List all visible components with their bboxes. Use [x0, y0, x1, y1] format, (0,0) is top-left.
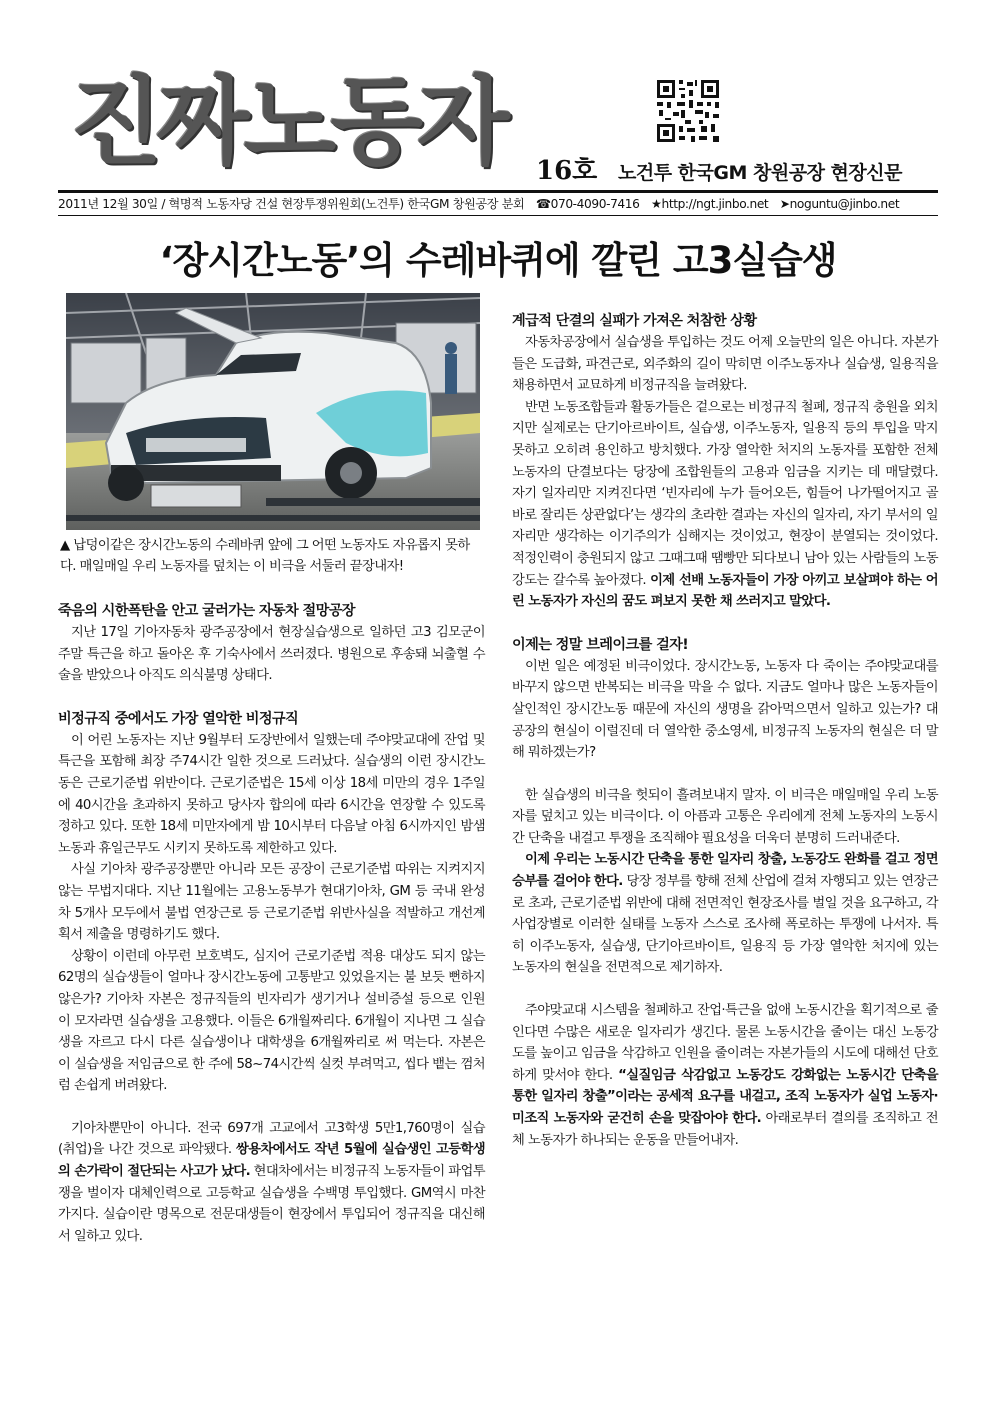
paragraph: 주야맞교대 시스템을 철폐하고 잔업·특근을 없애 노동시간을 획기적으로 줄인다면 수많은 새로운 일자리가 생긴다. 물론 노동시간을 줄이는 대신 노동강도를 높이고 임금을 삭감하고 인원을 줄이려는 자본가들의 시도에 대해선 단호하게 맞서야 한다. “실질임금 삭감없고 노동강도 강화없는 노동시간 단축을 통한 일자리 창출”이라는 공세적 요구를 내걸고, 조직 노동자가 실업 노동자·미조직 노동자와 굳건히 손을 맞잡아야 한다. 아래로부터 결의를 조직하고 전체 노동자가 하나되는 운동을 만들어내자. — [512, 1003, 938, 1148]
section-heading: 죽음의 시한폭탄을 안고 굴러가는 자동차 절망공장 — [58, 603, 355, 619]
info-bar — [58, 194, 938, 214]
right-column — [512, 310, 938, 1151]
emphasis: 쌍용차에서도 작년 5월에 실습생인 고등학생의 손가락이 절단되는 사고가 났다. — [58, 1142, 485, 1180]
paragraph: 기아차뿐만이 아니다. 전국 697개 고교에서 고3학생 5만1,760명이 실습(취업)을 나간 것으로 파악됐다. 쌍용차에서도 작년 5월에 실습생인 고등학생의 손가락이 절단되는 사고가 났다. 현대차에서는 비정규직 노동자들이 파업투쟁을 벌이자 대체인력으로 고등학교 실습생을 수백명 투입했다. GM역시 마찬가지다. 실습이란 명목으로 전문대생들이 현장에서 투입되어 정규직을 대신해서 일하고 있다. — [58, 1120, 485, 1244]
website-link[interactable]: ★http://ngt.jinbo.net — [650, 197, 769, 211]
paragraph: 이제 우리는 노동시간 단축을 통한 일자리 창출, 노동강도 완화를 걸고 정면승부를 걸어야 한다. 당장 정부를 향해 전체 산업에 걸쳐 자행되고 있는 연장근로 초과, 근로기준법 위반에 대해 전면적인 현장조사를 벌일 것을 요구하고, 각 사업장별로 이러한 실태를 노동자 스스로 조사해 폭로하는 투쟁에 나서자. 특히 이주노동자, 실습생, 단기아르바이트, 일용직 등 가장 열악한 처지에 있는 노동자의 현실을 전면적으로 제기하자. — [512, 852, 938, 976]
paragraph: 지난 17일 기아자동차 광주공장에서 현장실습생으로 일하던 고3 김모군이 주말 특근을 하고 돌아온 후 기숙사에서 쓰러졌다. 병원으로 후송돼 뇌출혈 수술을 받았으나 아직도 의식불명 상태다. — [58, 625, 485, 684]
paper-name: 노건투 한국GM 창원공장 현장신문 — [618, 162, 902, 184]
emphasis: 이제 선배 노동자들이 가장 아끼고 보살펴야 하는 어린 노동자가 자신의 꿈도 펴보지 못한 채 쓰러지고 말았다. — [512, 572, 938, 610]
headline: ‘장시간노동’의 수레바퀴에 깔린 고3실습생 — [159, 239, 837, 282]
emphasis: “실질임금 삭감없고 노동강도 강화없는 노동시간 단축을 통한 일자리 창출”이라는 공세적 요구를 내걸고, 조직 노동자가 실업 노동자·미조직 노동자와 굳건히 손을 맞잡아야 한다. — [512, 1067, 938, 1126]
issue-number: 16호 — [536, 156, 598, 186]
left-column — [58, 600, 485, 1247]
paragraph: 사실 기아차 광주공장뿐만 아니라 모든 공장이 근로기준법 따위는 지켜지지 않는 무법지대다. 지난 11월에는 고용노동부가 현대기아차, GM 등 국내 완성차 5개사 모두에서 불법 연장근로 등 근로기준법 위반사실을 적발하고 개선계획서 제출을 명령하기도 했다. — [58, 862, 485, 943]
paragraph: 상황이 이런데 아무런 보호벽도, 심지어 근로기준법 적용 대상도 되지 않는 62명의 실습생들이 얼마나 장시간노동에 고통받고 있었을지는 불 보듯 뻔하지 않은가? 기아차 자본은 정규직들의 빈자리가 생기거나 설비증설 등으로 인원이 모자라면 실습생을 고용했다. 이들은 6개월짜리다. 6개월이 지나면 그 실습생을 자르고 다시 다른 실습생이나 대학생을 6개월짜리로 써 먹는다. 자본은 이 실습생을 저임금으로 한 주에 58~74시간씩 실컷 부려먹고, 씹다 뱉는 껌처럼 손쉽게 버려왔다. — [58, 948, 485, 1094]
paragraph: 반면 노동조합들과 활동가들은 겉으로는 비정규직 철폐, 정규직 충원을 외치지만 실제로는 단기아르바이트, 실습생, 이주노동자, 일용직 등의 투입을 막지 못하고 오히려 용인하고 방치했다. 가장 열악한 처지의 노동자를 포함한 전체 노동자의 단결보다는 당장에 조합원들의 고용과 임금을 지키는 데 매달렸다. 자기 일자리만 지켜진다면 ‘빈자리에 누가 들어오든, 힘들어 나가떨어지고 골바로 잘리든 상관없다’는 생각의 초라한 결과는 자신의 일자리, 자기 부서의 일자리만 생각하는 이기주의가 심해지는 것이었고, 현장이 분열되는 것이었다. 적정인력이 충원되지 않고 그때그때 땜빵만 되다보니 남아 있는 사람들의 노동강도는 갈수록 높아졌다. 이제 선배 노동자들이 가장 아끼고 보살펴야 하는 어린 노동자가 자신의 꿈도 펴보지 못한 채 쓰러지고 말았다. — [512, 399, 938, 610]
section-heading: 비정규직 중에서도 가장 열악한 비정규직 — [58, 710, 299, 727]
factory-photo — [66, 293, 480, 530]
qr-code — [655, 78, 721, 144]
email-link[interactable]: ➤noguntu@jinbo.net — [779, 197, 900, 211]
masthead-rule — [58, 190, 938, 193]
paragraph: 이 어린 노동자는 지난 9월부터 도장반에서 일했는데 주야맞교대에 잔업 및 특근을 포함해 최장 주74시간 일한 것으로 드러났다. 실습생의 이런 장시간노동은 근로기준법 위반이다. 근로기준법은 15세 이상 18세 미만의 경우 1주일에 40시간을 초과하지 못하고 당사자 합의에 따라 6시간을 연장할 수 있도록 정하고 있다. 또한 18세 미만자에게 밤 10시부터 다음날 아침 6시까지인 밤샘노동과 휴일근무도 시키지 못하도록 제한하고 있다. — [58, 732, 485, 856]
info-bar-rule — [58, 215, 938, 216]
phone-number: ☎070-4090-7416 — [535, 197, 640, 211]
photo-caption: ▲ 납덩이같은 장시간노동의 수레바퀴 앞에 그 어떤 노동자도 자유롭지 못하다. 매일매일 우리 노동자를 덮치는 이 비극을 서둘러 끝장내자! — [60, 538, 470, 574]
masthead-title: 진짜노동자 — [70, 66, 504, 178]
paragraph: 한 실습생의 비극을 헛되이 흘려보내지 말자. 이 비극은 매일매일 우리 노동자를 덮치고 있는 비극이다. 이 아픔과 고통은 우리에게 전체 노동자의 노동시간 단축을 내걸고 투쟁을 조직해야 필요성을 더욱더 분명히 드러내준다. — [512, 787, 938, 846]
section-heading: 이제는 정말 브레이크를 걸자! — [512, 636, 689, 653]
emphasis: 이제 우리는 노동시간 단축을 통한 일자리 창출, 노동강도 완화를 걸고 정면승부를 걸어야 한다. — [512, 852, 938, 890]
date-organization: 2011년 12월 30일 / 혁명적 노동자당 건설 현장투쟁위원회(노건투) 한국GM 창원공장 분회 — [58, 197, 525, 211]
section-heading: 계급적 단결의 실패가 가져온 처참한 상황 — [512, 313, 757, 329]
paragraph: 자동차공장에서 실습생을 투입하는 것도 어제 오늘만의 일은 아니다. 자본가들은 도급화, 파견근로, 외주화의 길이 막히면 이주노동자나 실습생, 일용직을 채용하면서 교묘하게 비정규직을 늘려왔다. — [512, 335, 938, 394]
paragraph: 이번 일은 예정된 비극이었다. 장시간노동, 노동자 다 죽이는 주야맞교대를 바꾸지 않으면 반복되는 비극을 막을 수 없다. 지금도 얼마나 많은 노동자들이 살인적인 장시간노동 때문에 자신의 생명을 갉아먹으면서 일하고 있는가? 대공장의 현실이 이럴진데 더 열악한 중소영세, 비정규직 노동자의 현실은 더 말해 뭐하겠는가? — [512, 658, 938, 761]
